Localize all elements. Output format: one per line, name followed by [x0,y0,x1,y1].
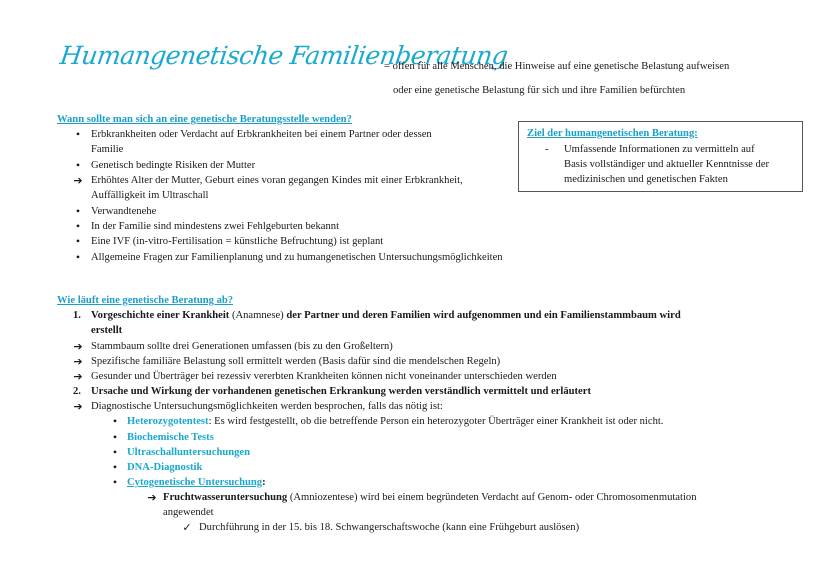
arrow-right-icon: ➔ [73,174,83,187]
step-number: 1. [73,310,81,321]
test-item-biochemische: Biochemische Tests [127,432,214,443]
arrow-item: Diagnostische Untersuchungsmöglichkeiten werden besprochen, falls das nötig ist: [91,401,443,412]
step-1-text [91,308,681,323]
arrow-item: Gesunder und Überträger bei rezessiv vererbten Krankheiten können nicht voneinander unterschieden werden [91,371,557,382]
list-item: Verwandtenehe [91,206,157,217]
bullet-marker: • [75,158,81,172]
step-1-normal: (Anamnese) [229,310,287,321]
fruchtwasser-item [163,490,697,505]
ziel-line: medizinischen und genetischen Fakten [564,174,728,185]
list-item-continuation: Auffälligkeit im Ultraschall [91,190,209,201]
fruchtwasser-continuation: angewendet [163,507,214,518]
ziel-heading: Ziel der humangenetischen Beratung: [527,128,698,139]
arrow-right-icon: ➔ [147,491,157,504]
title-definition-line2: oder eine genetische Belastung für sich und ihre Familien befürchten [393,85,686,96]
list-item: Genetisch bedingte Risiken der Mutter [91,160,256,171]
bullet-marker: • [75,219,81,233]
list-item: Erbkrankheiten oder Verdacht auf Erbkrankheiten bei einem Partner oder dessen [91,129,432,140]
step-1-bold-b: der Partner und deren Familien wird aufgenommen und ein Familienstammbaum wird [286,310,681,321]
bullet-marker: • [112,430,118,444]
section-heading-wann: Wann sollte man sich an eine genetische Beratungsstelle wenden? [57,114,352,125]
list-item-continuation: Familie [91,144,124,155]
bullet-marker: • [75,234,81,248]
bullet-marker: • [112,414,118,428]
ziel-box [518,121,803,192]
list-item: Allgemeine Fragen zur Familienplanung und zu humangenetischen Untersuchungsmöglichkeiten [91,252,503,263]
ziel-line: Umfassende Informationen zu vermitteln auf [564,144,755,155]
list-item: Erhöhtes Alter der Mutter, Geburt eines voran gegangen Kindes mit einer Erbkrankheit, [91,175,463,186]
step-2-text: Ursache und Wirkung der vorhandenen genetischen Erkrankung werden verständlich vermittelt und erläutert [91,386,591,397]
bullet-marker: • [112,445,118,459]
arrow-right-icon: ➔ [73,355,83,368]
title-definition-line1: = offen für alle Menschen, die Hinweise auf eine genetische Belastung aufweisen [384,61,730,72]
arrow-right-icon: ➔ [73,370,83,383]
arrow-item: Spezifische familiäre Belastung soll ermittelt werden (Basis dafür sind die mendelschen Regeln) [91,356,501,367]
step-number: 2. [73,386,81,397]
step-1-bold-a: Vorgeschichte einer Krankheit [91,310,230,321]
arrow-right-icon: ➔ [73,400,83,413]
step-1-text-continuation: erstellt [91,325,123,336]
list-item: In der Familie sind mindestens zwei Fehlgeburten bekannt [91,221,340,232]
bullet-marker: • [75,250,81,264]
arrow-item: Stammbaum sollte drei Generationen umfassen (bis zu den Großeltern) [91,341,393,352]
test-term: Cytogenetische Untersuchung [127,477,263,488]
ziel-line: Basis vollständiger und aktueller Kenntnisse der [564,159,770,170]
test-item-heterozygotentest [127,414,663,429]
test-description: : Es wird festgestellt, ob die betreffende Person ein heterozygoter Überträger einer Krankheit ist oder nicht. [208,416,664,427]
test-colon: : [262,477,266,488]
section-heading-wie: Wie läuft eine genetische Beratung ab? [57,295,234,306]
test-item-dna: DNA-Diagnostik [127,462,203,473]
bullet-marker: • [75,204,81,218]
fruchtwasser-term: Fruchtwasseruntersuchung [163,492,288,503]
test-item-cytogenetik [127,475,266,490]
fruchtwasser-description: (Amniozentese) wird bei einem begründeten Verdacht auf Genom- oder Chromosomenmutation [287,492,697,503]
test-term: Heterozygotentest [127,416,209,427]
bullet-marker: • [112,475,118,489]
dash-marker: - [545,144,549,155]
checkmark-icon: ✓ [182,521,192,534]
bullet-marker: • [112,460,118,474]
page-title: Humangenetische Familienberatung [58,41,510,70]
check-item: Durchführung in der 15. bis 18. Schwangerschaftswoche (kann eine Frühgeburt auslösen) [199,522,580,533]
test-item-ultraschall: Ultraschalluntersuchungen [127,447,251,458]
bullet-marker: • [75,127,81,141]
arrow-right-icon: ➔ [73,340,83,353]
list-item: Eine IVF (in-vitro-Fertilisation = künstliche Befruchtung) ist geplant [91,236,384,247]
